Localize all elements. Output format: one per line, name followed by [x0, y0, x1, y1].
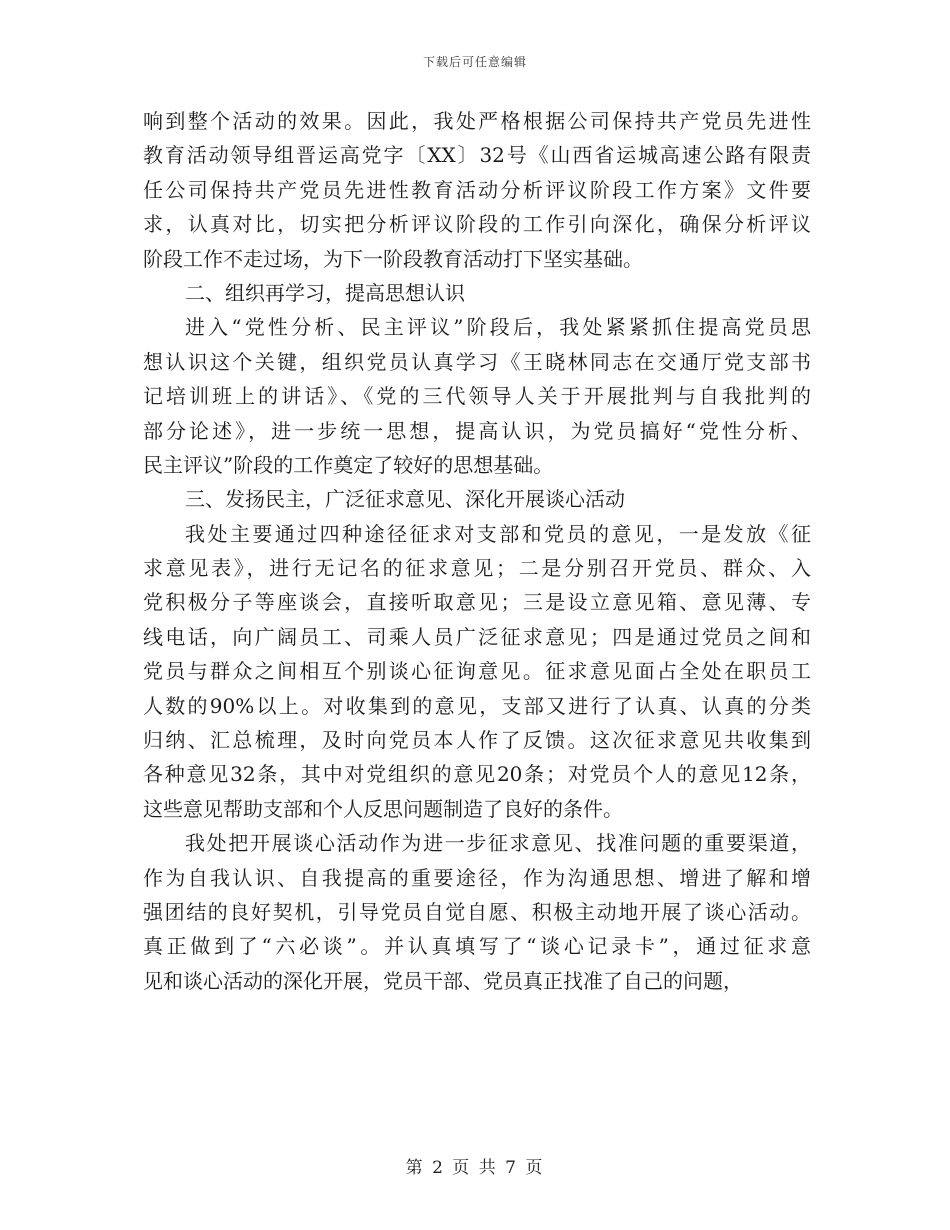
text-line: 人数的90%以上。对收集到的意见，支部又进行了认真、认真的分类: [143, 693, 811, 718]
text-line: 见和谈心活动的深化开展，党员干部、党员真正找准了自己的问题，: [143, 968, 743, 993]
text-line: 想认识这个关键，组织党员认真学习《王晓林同志在交通厅党支部书: [143, 349, 811, 374]
text-line: 我处把开展谈心活动作为进一步征求意见、找准问题的重要渠道，: [185, 831, 811, 856]
text-line: 党积极分子等座谈会，直接听取意见；三是设立意见箱、意见薄、专: [143, 590, 811, 615]
text-line: 求意见表》，进行无记名的征求意见；二是分别召开党员、群众、入: [143, 556, 811, 581]
text-line: 线电话，向广阔员工、司乘人员广泛征求意见；四是通过党员之间和: [143, 624, 811, 649]
text-line: 进入“党性分析、民主评议”阶段后，我处紧紧抓住提高党员思: [185, 315, 811, 340]
text-line: 阶段工作不走过场，为下一阶段教育活动打下坚实基础。: [143, 246, 643, 271]
text-line: 这些意见帮助支部和个人反思问题制造了良好的条件。: [143, 796, 623, 821]
text-line: 记培训班上的讲话》、《党的三代领导人关于开展批判与自我批判的: [143, 384, 811, 409]
text-line: 作为自我认识、自我提高的重要途径，作为沟通思想、增进了解和增: [143, 865, 811, 890]
text-line: 部分论述》，进一步统一思想，提高认识，为党员搞好“党性分析、: [143, 418, 811, 443]
page-header: 下载后可任意编辑: [422, 55, 527, 69]
text-line: 求，认真对比，切实把分析评议阶段的工作引向深化，确保分析评议: [143, 212, 811, 237]
text-line: 二、组织再学习，提高思想认识: [185, 280, 465, 305]
text-line: 真正做到了“六必谈”。并认真填写了“谈心记录卡”，通过征求意: [143, 934, 811, 959]
text-line: 各种意见32条，其中对党组织的意见20条；对党员个人的意见12条，: [143, 762, 811, 787]
text-line: 教育活动领导组晋运高党字〔XX〕32号《山西省运城高速公路有限责: [143, 143, 811, 168]
text-line: 党员与群众之间相互个别谈心征询意见。征求意见面占全处在职员工: [143, 659, 811, 684]
text-line: 强团结的良好契机，引导党员自觉自愿、积极主动地开展了谈心活动。: [143, 899, 811, 924]
text-line: 任公司保持共产党员先进性教育活动分析评议阶段工作方案》文件要: [143, 177, 811, 202]
text-line: 民主评议”阶段的工作奠定了较好的思想基础。: [143, 452, 554, 477]
text-line: 响到整个活动的效果。因此，我处严格根据公司保持共产党员先进性: [143, 109, 811, 133]
document-body: [143, 104, 811, 998]
page-footer: 第 2 页 共 7 页: [405, 1158, 545, 1178]
text-line: 归纳、汇总梳理，及时向党员本人作了反馈。这次征求意见共收集到: [143, 728, 811, 753]
text-line: 三、发扬民主，广泛征求意见、深化开展谈心活动: [185, 487, 625, 512]
text-line: 我处主要通过四种途径征求对支部和党员的意见，一是发放《征: [185, 521, 811, 546]
